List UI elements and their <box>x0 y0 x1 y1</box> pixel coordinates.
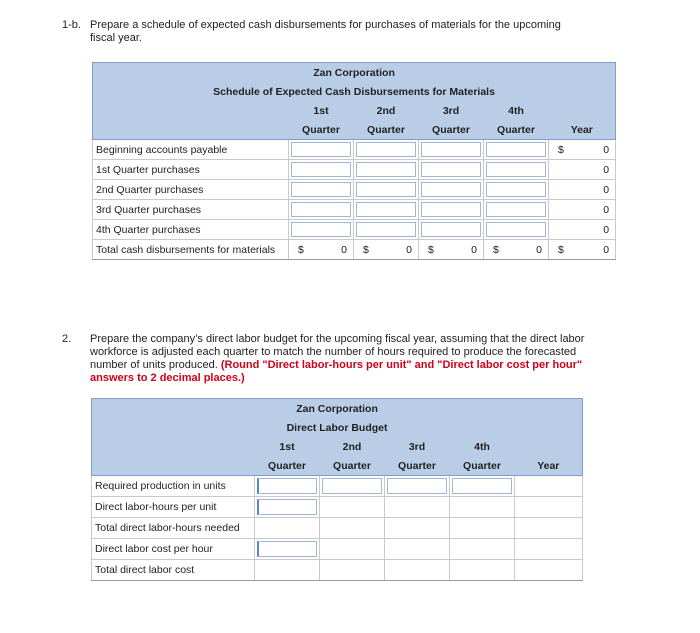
q4-input-cell[interactable] <box>450 476 515 497</box>
year-amount: 0 <box>603 204 610 216</box>
col-header-bottom: Quarter <box>255 456 320 476</box>
q3-cell <box>385 539 450 560</box>
q3-cell <box>385 560 450 581</box>
row-label: 3rd Quarter purchases <box>93 200 289 220</box>
total-q2 <box>354 240 419 260</box>
total-amount: 0 <box>603 244 610 256</box>
amount-input[interactable] <box>421 142 481 157</box>
q4-input-cell[interactable] <box>484 220 549 240</box>
currency-symbol: $ <box>558 244 564 256</box>
q3-input-cell[interactable] <box>419 180 484 200</box>
currency-symbol: $ <box>428 244 434 256</box>
row-label: Beginning accounts payable <box>93 140 289 160</box>
year-value <box>549 200 616 220</box>
year-value <box>549 220 616 240</box>
q3-input-cell[interactable] <box>419 200 484 220</box>
q4-cell <box>450 518 515 539</box>
q2-input-cell[interactable] <box>354 140 419 160</box>
question-text-line: number of units produced. <box>90 359 221 371</box>
col-header-bottom: Quarter <box>484 120 549 140</box>
amount-input[interactable] <box>291 142 351 157</box>
col-header-top <box>549 101 616 120</box>
amount-input[interactable] <box>257 499 317 515</box>
header-blank <box>92 456 255 476</box>
question-text <box>90 19 561 45</box>
col-header-bottom: Quarter <box>419 120 484 140</box>
header-blank <box>92 437 255 456</box>
table-row <box>93 180 616 200</box>
table-row <box>92 560 583 581</box>
q1-cell <box>255 518 320 539</box>
table-row <box>92 476 583 497</box>
cash-disbursements-schedule <box>92 62 616 260</box>
q2-input-cell[interactable] <box>354 160 419 180</box>
amount-input[interactable] <box>421 162 481 177</box>
schedule-title: Schedule of Expected Cash Disbursements for Materials <box>93 82 616 101</box>
question-text-line: fiscal year. <box>90 32 142 44</box>
amount-input[interactable] <box>257 541 317 557</box>
year-cell <box>515 497 583 518</box>
total-amount: 0 <box>471 244 477 256</box>
q2-input-cell[interactable] <box>320 476 385 497</box>
q4-input-cell[interactable] <box>484 180 549 200</box>
amount-input[interactable] <box>356 142 416 157</box>
col-header-top: 1st <box>255 437 320 456</box>
amount-input[interactable] <box>322 478 382 494</box>
year-value <box>549 160 616 180</box>
amount-input[interactable] <box>291 182 351 197</box>
year-amount: 0 <box>603 224 610 236</box>
amount-input[interactable] <box>486 202 546 217</box>
table-row <box>93 160 616 180</box>
total-q3 <box>419 240 484 260</box>
year-cell <box>515 560 583 581</box>
q3-cell <box>385 518 450 539</box>
table-row <box>93 140 616 160</box>
company-name: Zan Corporation <box>93 63 616 83</box>
total-amount: 0 <box>341 244 347 256</box>
question-text-line: Prepare a schedule of expected cash disbursements for purchases of materials for the upcoming <box>90 19 561 31</box>
total-amount: 0 <box>406 244 412 256</box>
question-number: 2. <box>62 333 72 345</box>
row-label: Total direct labor-hours needed <box>92 518 255 539</box>
col-header-top: 3rd <box>419 101 484 120</box>
q2-cell <box>320 539 385 560</box>
q2-input-cell[interactable] <box>354 220 419 240</box>
q3-input-cell[interactable] <box>419 160 484 180</box>
amount-input[interactable] <box>257 478 317 494</box>
q1-input-cell[interactable] <box>289 140 354 160</box>
rounding-instruction: answers to 2 decimal places.) <box>90 372 245 384</box>
amount-input[interactable] <box>356 222 416 237</box>
table-row <box>92 518 583 539</box>
currency-symbol: $ <box>298 244 304 256</box>
question-number: 1-b. <box>62 19 81 31</box>
total-label: Total cash disbursements for materials <box>93 240 289 260</box>
year-cell <box>515 539 583 560</box>
currency-symbol: $ <box>363 244 369 256</box>
row-label: 1st Quarter purchases <box>93 160 289 180</box>
year-amount: 0 <box>603 144 610 156</box>
amount-input[interactable] <box>486 142 546 157</box>
total-year <box>549 240 616 260</box>
amount-input[interactable] <box>356 182 416 197</box>
table-row <box>92 497 583 518</box>
q4-input-cell[interactable] <box>484 140 549 160</box>
amount-input[interactable] <box>291 222 351 237</box>
question-text <box>90 333 584 385</box>
col-header-top: 4th <box>484 101 549 120</box>
q1-input-cell[interactable] <box>255 497 320 518</box>
company-name: Zan Corporation <box>92 399 583 419</box>
q4-input-cell[interactable] <box>484 160 549 180</box>
year-amount: 0 <box>603 164 610 176</box>
col-header-bottom: Quarter <box>354 120 419 140</box>
currency-symbol: $ <box>493 244 499 256</box>
year-cell <box>515 518 583 539</box>
q1-input-cell[interactable] <box>289 180 354 200</box>
q4-cell <box>450 560 515 581</box>
direct-labor-budget <box>91 398 583 581</box>
row-label: 4th Quarter purchases <box>93 220 289 240</box>
table-row <box>93 220 616 240</box>
year-amount: 0 <box>603 184 610 196</box>
amount-input[interactable] <box>421 222 481 237</box>
q3-input-cell[interactable] <box>419 140 484 160</box>
row-label: 2nd Quarter purchases <box>93 180 289 200</box>
col-header-top: 2nd <box>320 437 385 456</box>
row-label: Direct labor-hours per unit <box>92 497 255 518</box>
year-value <box>549 180 616 200</box>
total-q4 <box>484 240 549 260</box>
q2-cell <box>320 518 385 539</box>
question-text-line: Prepare the company’s direct labor budget for the upcoming fiscal year, assuming that the direct labor <box>90 333 585 345</box>
q3-input-cell[interactable] <box>419 220 484 240</box>
total-row <box>93 240 616 260</box>
q1-input-cell[interactable] <box>289 220 354 240</box>
year-cell <box>515 476 583 497</box>
q2-cell <box>320 560 385 581</box>
col-header-bottom: Quarter <box>385 456 450 476</box>
amount-input[interactable] <box>421 202 481 217</box>
rounding-instruction: (Round "Direct labor-hours per unit" and "Direct labor cost per hour" <box>220 359 583 371</box>
col-header-bottom: Quarter <box>289 120 354 140</box>
row-label: Required production in units <box>92 476 255 497</box>
row-label: Direct labor cost per hour <box>92 539 255 560</box>
col-header-bottom: Year <box>549 120 616 140</box>
q2-input-cell[interactable] <box>354 180 419 200</box>
amount-input[interactable] <box>452 478 512 494</box>
q1-input-cell[interactable] <box>255 476 320 497</box>
col-header-top: 1st <box>289 101 354 120</box>
amount-input[interactable] <box>356 202 416 217</box>
q4-cell <box>450 497 515 518</box>
header-blank <box>93 101 289 120</box>
col-header-bottom: Quarter <box>450 456 515 476</box>
amount-input[interactable] <box>387 478 447 494</box>
total-amount: 0 <box>536 244 542 256</box>
table-row <box>93 200 616 220</box>
total-q1 <box>289 240 354 260</box>
year-value <box>549 140 616 160</box>
q1-input-cell[interactable] <box>289 160 354 180</box>
amount-input[interactable] <box>291 162 351 177</box>
header-blank <box>93 120 289 140</box>
q3-cell <box>385 497 450 518</box>
question-2 <box>62 333 622 387</box>
q2-input-cell[interactable] <box>354 200 419 220</box>
col-header-top: 3rd <box>385 437 450 456</box>
currency-symbol: $ <box>558 144 564 156</box>
amount-input[interactable] <box>421 182 481 197</box>
q4-cell <box>450 539 515 560</box>
amount-input[interactable] <box>291 202 351 217</box>
question-text-line: workforce is adjusted each quarter to match the number of hours required to produce the forecasted <box>90 346 577 358</box>
col-header-top <box>515 437 583 456</box>
q1-cell <box>255 560 320 581</box>
q2-cell <box>320 497 385 518</box>
question-1b <box>62 19 622 47</box>
amount-input[interactable] <box>356 162 416 177</box>
q3-input-cell[interactable] <box>385 476 450 497</box>
amount-input[interactable] <box>486 222 546 237</box>
q1-input-cell[interactable] <box>255 539 320 560</box>
budget-title: Direct Labor Budget <box>92 418 583 437</box>
row-label: Total direct labor cost <box>92 560 255 581</box>
q4-input-cell[interactable] <box>484 200 549 220</box>
col-header-bottom: Year <box>515 456 583 476</box>
col-header-top: 4th <box>450 437 515 456</box>
table-row <box>92 539 583 560</box>
col-header-top: 2nd <box>354 101 419 120</box>
amount-input[interactable] <box>486 162 546 177</box>
q1-input-cell[interactable] <box>289 200 354 220</box>
col-header-bottom: Quarter <box>320 456 385 476</box>
amount-input[interactable] <box>486 182 546 197</box>
